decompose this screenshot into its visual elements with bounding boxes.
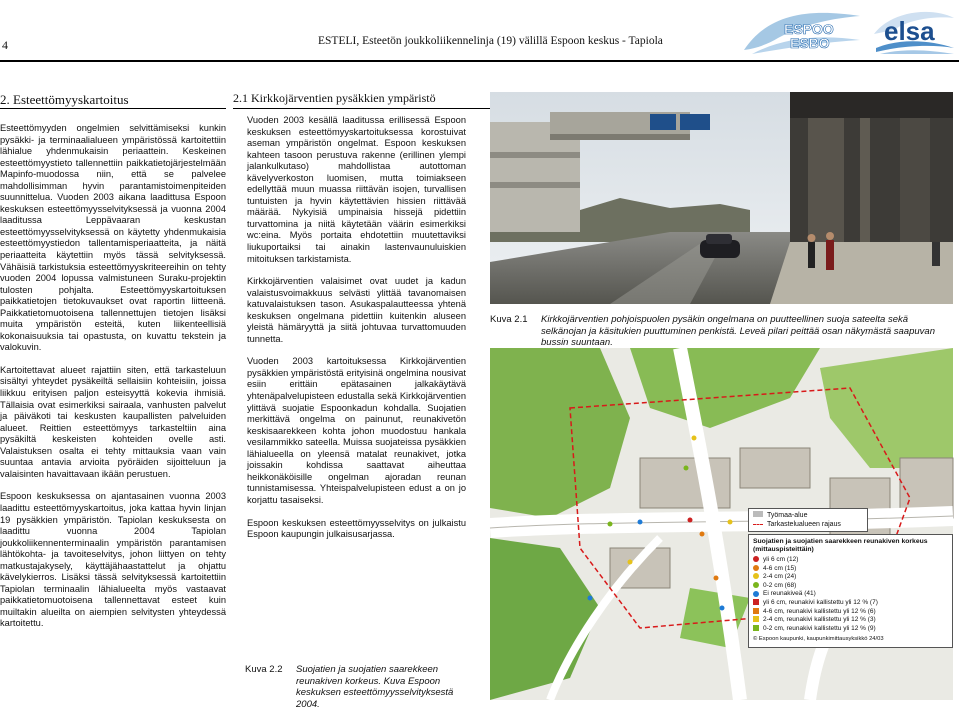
running-header-title: ESTELI, Esteetön joukkoliikennelinja (19) välillä Espoon keskus - Tapiola (318, 35, 663, 47)
legend-items (753, 556, 948, 599)
map-caption-text: Suojatien ja suojatien saarekkeen reunakiven korkeus. Kuva Espoon keskuksen esteettömyysselvityksestä 2004. (296, 664, 454, 710)
legend-dot-icon (753, 591, 759, 597)
legend-dot-icon (753, 573, 759, 579)
legend-square-icon (753, 608, 759, 614)
map-legend (748, 534, 953, 648)
legend-dot-icon (753, 556, 759, 562)
legend-extra-items (753, 599, 948, 633)
work-area-label: Työmaa-alue (767, 512, 808, 519)
legend-item (753, 565, 948, 574)
legend-item-label: 0-2 cm (68) (763, 581, 797, 589)
legend-extra-item (753, 616, 948, 625)
work-area-swatch (753, 511, 763, 517)
paragraph: Espoon keskuksen esteettömyysselvitys on julkaistu Espoon kaupungin julkaisusarjassa. (247, 517, 466, 540)
header-rule (0, 60, 959, 62)
legend-item-label: yli 6 cm (12) (763, 556, 799, 563)
svg-text:elsa: elsa (884, 16, 935, 46)
legend-extra-label: 2-4 cm, reunakivi kallistettu yli 12 % (3) (763, 616, 876, 624)
legend-item-label: 2-4 cm (24) (763, 573, 797, 581)
legend-extra-label: 4-6 cm, reunakivi kallistettu yli 12 % (6) (763, 607, 876, 615)
bus-stop-photo (490, 92, 953, 304)
legend-extra-label: yli 6 cm, reunakivi kallistettu yli 12 % (7) (763, 598, 878, 606)
study-area-label: Tarkastelualueen rajaus (767, 521, 841, 528)
map-legend-title: Suojatien ja suojatien saarekkeen reunakiven korkeus (mittauspisteittäin) (753, 538, 928, 553)
legend-item-label: Ei reunakiveä (41) (763, 590, 816, 598)
left-column-text (0, 123, 226, 641)
paragraph: Vuoden 2003 kesällä laaditussa erillisessä Espoon keskuksen esteettömyyskartoituksessa korostuivat aseman ympäristön ongelmat. Espoon keskuksen kahteen tasoon perustuva rakenne (erillinen ylempi jalankulkutaso) mahdollistaa autottoman kävelyverkoston luomisen, mutta toimiakseen edellyttää muun muassa riittävän isojen, turvallisen tuntuisten ja hyvin käytettävien hissien riittävää määrää. Nykyisiä umpinaisia hissejä pidettiin turvattomina ja niitä käytetään väärin esimerkiksi wc:eina. Myös portaita ehdotettiin muutettaviksi liukuportaiksi tai ainakin lastenvaunuluiskien mitoituksen tarkistamista. (247, 115, 466, 264)
legend-square-icon (753, 599, 759, 605)
photo-caption-text: Kirkkojärventien pohjoispuolen pysäkin ongelmana on puutteellinen suoja sateelta sekä selkänojan ja käsitukien puuttuminen penkistä. Leveä pilari peittää osan näkymästä saapuvan bussin suuntaan. (541, 314, 935, 348)
legend-square-icon (753, 625, 759, 631)
legend-dot-icon (753, 565, 759, 571)
legend-item (753, 582, 948, 591)
paragraph: Kirkkojärventien valaisimet ovat uudet ja kadun valaistusvoimakkuus selvästi ylittää tavanomaisen katuvalaistuksen tason. Asukaspalautteessa yhtenä keskuksen ongelmana pidettiin kuitenkin aluseen yleistä hämäryyttä ja siitä johtuvaa turvattomuuden tunnetta. (247, 276, 466, 344)
legend-square-icon (753, 616, 759, 622)
legend-item (753, 573, 948, 582)
study-area-swatch (753, 524, 763, 525)
legend-item (753, 590, 948, 599)
map-caption-label: Kuva 2.2 (245, 664, 283, 675)
map-copyright: © Espoon kaupunki, kaupunkimittausyksikkö 24/03 (753, 636, 884, 643)
legend-work-area (753, 511, 863, 520)
espoo-esbo-logo (738, 4, 866, 58)
svg-text:ESPOO: ESPOO (784, 21, 834, 37)
legend-item (753, 556, 948, 565)
accessibility-map (490, 348, 953, 700)
legend-extra-item (753, 625, 948, 634)
legend-extra-label: 0-2 cm, reunakivi kallistettu yli 12 % (9) (763, 624, 876, 632)
paragraph: Espoon keskuksessa on ajantasainen vuonna 2003 laadittu esteettömyyskartoitus, joka kattaa hyvin linjan 19 pysäkkien ympäristön. Tapiolan keskuksesta on laadittu vuonna 2004 Tapiolan joukkoliikennenterminaalin ympäristön parantamisen lähtökohta- ja tavoiteselvitys, johon liittyen on tehty matkustajakysely, käyttäjähaastattelut ja ohjattu kävelykierros. Lisäksi tässä selvityksessä kartoitettiin Tapiolan terminaalin lähialueelta myös vastaavat paikkatietomuotoisena tallennettavat esteet kuin muiltakin alueilta on aiempien selvitysten yhteydessä kartoitettu. (0, 491, 226, 629)
legend-dot-icon (753, 582, 759, 588)
legend-extra-item (753, 599, 948, 608)
middle-column-text (247, 115, 466, 552)
paragraph: Kartoitettavat alueet rajattiin siten, että tarkasteluun sisältyi yhteydet pysäkeiltä sellaisiin kohteisiin, joissa liikkuu erityisen paljon esteisyyttä kokevia ihmisiä. Tällaisia ovat esimerkiksi sairaala, vanhusten palvelut ja päiväkoti tai keskusten kaupallisten palveluiden alueet. Reittien esteettömyys tarkasteltiin aina pysäkiltä keskeisten kohteiden ovelle asti. Valaistuksen osalta ei tehty mittauksia vaan vain suuntaa antavia arvioita pyöräiden sijoitteluun ja valaisinten havaittavaan ikään perustuen. (0, 364, 226, 479)
page-number: 4 (2, 38, 8, 52)
legend-item-label: 4-6 cm (15) (763, 564, 797, 572)
paragraph: Esteettömyyden ongelmien selvittämiseksi kunkin pysäkki- ja terminaalialueen ympäristössä kartoitettiin lähialue yhdenmukaisin periaattein. Keskeinen esteettömyystieto tallennettiin paikkatietojärjestelmään Mapinfo-muodossa niin, että se palvelee mahdollisimman hyvin parantamistoimenpiteiden suunnittelua. Vuoden 2003 aikana laadittusa Espoon keskuksen esteettömyysselvityksessä ja vuonna 2004 laaditussa Leppävaaran keskustan esteettömyysselvityksessä on käytetty yhdenmukaisia esteettömyystiedon tallentamisperiaatteita, ja näitä periaatteita käytettiin myös tässä selvityksessä. Vähäisiä tarkistuksia esteettömyyskriteereihin on tehty vuoden 2004 lopussa valmistuneen Suraku-projektin tulosten pohjalta. Esteettömyyskartoituksen paikkatietojen tietokuvaukset ovat raportin liitteenä. Paikkatietomuotoisena tallennettujen tietojen lisäksi muita ympäristön esteitä, kuten liikenteellisiä kokonaisuuksia tai opastusta, on kuvattu tekstein ja valokuvin. (0, 123, 226, 353)
svg-text:ESBO: ESBO (790, 35, 830, 51)
subsection-heading-kirkkojarventie: 2.1 Kirkkojärventien pysäkkien ympäristö (233, 91, 436, 105)
section-heading-esteettomyyskartoitus: 2. Esteettömyyskartoitus (0, 92, 129, 107)
section-heading-rule (0, 108, 226, 109)
map-area-legend (748, 508, 868, 532)
paragraph: Vuoden 2003 kartoituksessa Kirkkojärventien pysäkkien ympäristöstä erityisinä ongelmina nousivat esiin erittäin epätasainen jalkakäytävä yhtenäpalvelupisteen edustalla sekä Kirkkojärventien ylittävä suojatie Espoonkadun kohdalla. Suojatien merkittävä ongelma on painunut, reunakivetön keskisaarekkeen kohta johon muodostuu hankala vesilammikko sateella. Muissa suojateissa pysäkkien lähialueella on yleensä matalat reunakivet, jotka joissakin kohdissa saattavat aiheuttaa heikkonäköisille ongelman ajoradan reunan tunnistamisessa. Yhteispalvelupisteen edust a on jo korjattu tasaiseksi. (247, 356, 466, 505)
legend-extra-item (753, 608, 948, 617)
legend-study-area (753, 520, 863, 529)
elsa-logo (870, 4, 956, 56)
photo-caption-label: Kuva 2.1 (490, 314, 528, 325)
